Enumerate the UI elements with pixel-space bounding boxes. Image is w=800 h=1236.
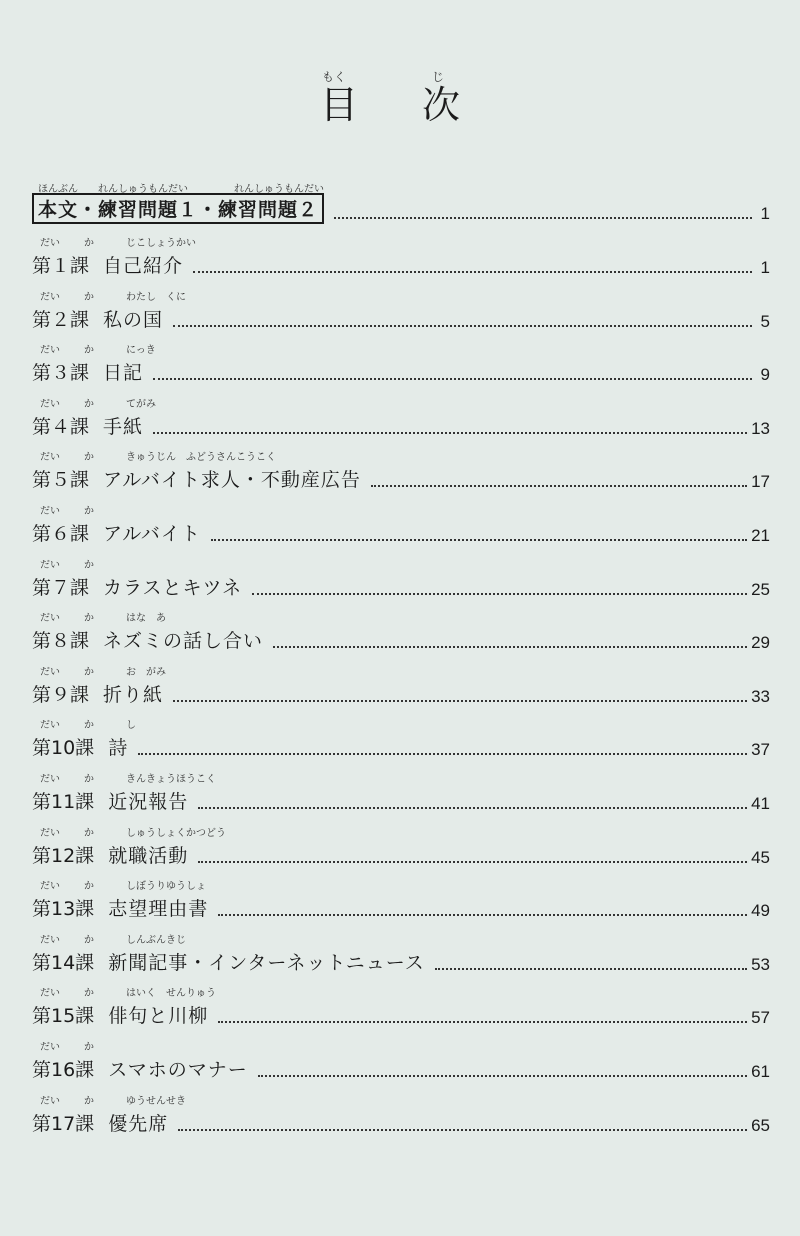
lesson-ruby-dai: だい	[40, 720, 60, 732]
lesson-number: 第17課	[32, 1112, 95, 1135]
toc-lesson-entry[interactable]	[32, 502, 770, 552]
lesson-number: 第15課	[32, 1005, 95, 1028]
page-number: 9	[760, 365, 770, 385]
dot-leader	[218, 1021, 747, 1023]
dot-leader	[334, 217, 752, 219]
lesson-number: 第10課	[32, 737, 95, 760]
ruby-line	[32, 502, 770, 516]
lesson-title: カラスとキツネ	[103, 576, 243, 599]
lesson-ruby-dai: だい	[40, 291, 60, 303]
lesson-title: 自己紹介	[103, 255, 184, 277]
ruby-line	[32, 609, 770, 623]
toc-lesson-entry[interactable]	[32, 395, 770, 445]
page-number: 13	[751, 418, 770, 438]
lesson-ruby-dai: だい	[40, 988, 60, 1000]
dot-leader	[153, 378, 752, 380]
page-number: 29	[751, 633, 770, 653]
toc-lesson-entry[interactable]	[32, 556, 770, 606]
lesson-ruby-dai: だい	[40, 613, 60, 625]
page-number: 1	[760, 204, 770, 223]
lesson-ruby-ka: か	[84, 238, 94, 249]
lesson-ruby-dai: だい	[40, 398, 60, 410]
page-number: 17	[751, 472, 770, 492]
title-ruby: きんきょうほうこく	[126, 774, 216, 785]
ruby-line	[32, 931, 770, 945]
page-number: 41	[751, 794, 770, 813]
lesson-title: 私の国	[103, 308, 164, 331]
title-ruby: じこしょうかい	[126, 238, 196, 249]
lesson-ruby-dai: だい	[40, 452, 60, 464]
ruby-line	[32, 1038, 770, 1052]
lesson-title: 手紙	[103, 415, 144, 438]
page-number: 49	[751, 901, 770, 921]
dot-leader	[218, 914, 747, 916]
lesson-number: 第８課	[32, 630, 90, 653]
lesson-title: 折り紙	[103, 683, 164, 706]
lesson-ruby-dai: だい	[40, 666, 60, 678]
ruby-line	[32, 877, 770, 891]
ruby-line	[32, 1092, 770, 1106]
lesson-title: 日記	[103, 362, 144, 385]
lesson-ruby-ka: か	[84, 345, 94, 357]
lesson-number: 第７課	[32, 576, 90, 599]
title-ruby: しんぶんきじ	[126, 934, 186, 946]
toc-lesson-entry[interactable]	[32, 288, 770, 338]
page-number: 33	[751, 686, 770, 706]
dot-leader	[273, 646, 747, 648]
dot-leader	[252, 593, 747, 595]
lesson-number: 第５課	[32, 469, 90, 492]
toc-lesson-entry[interactable]	[32, 770, 770, 820]
lesson-title: アルバイト	[103, 523, 201, 545]
ruby-line	[32, 824, 770, 838]
lesson-ruby-ka: か	[84, 559, 94, 571]
toc-header-entry[interactable]	[32, 180, 770, 230]
dot-leader	[138, 753, 747, 755]
ruby-line	[32, 448, 770, 462]
lesson-number: 第13課	[32, 898, 95, 921]
lesson-number: 第２課	[32, 308, 90, 331]
ruby-line	[32, 770, 770, 784]
dot-leader	[173, 700, 747, 702]
toc-lesson-entry[interactable]	[32, 1038, 770, 1088]
lesson-title: アルバイト求人・不動産広告	[103, 469, 361, 492]
lesson-title: 俳句と川柳	[108, 1005, 209, 1028]
toc-lesson-entry[interactable]	[32, 663, 770, 713]
dot-leader	[193, 271, 752, 273]
lesson-title: 志望理由書	[108, 898, 209, 921]
lesson-title: 優先席	[108, 1112, 169, 1135]
header-ruby	[32, 180, 770, 194]
lesson-title: 就職活動	[108, 844, 189, 867]
lesson-ruby-ka: か	[84, 452, 94, 464]
title-ruby: ゆうせんせき	[126, 1095, 186, 1107]
dot-leader	[198, 861, 747, 863]
page-number: 61	[751, 1062, 770, 1081]
header-ruby-1: ほんぶん	[38, 184, 78, 195]
lesson-ruby-ka: か	[84, 613, 94, 625]
lesson-ruby-dai: だい	[40, 238, 60, 249]
lesson-title: 新聞記事・インターネットニュース	[108, 951, 425, 974]
lesson-ruby-ka: か	[84, 988, 94, 1000]
page-number: 37	[751, 740, 770, 760]
lesson-ruby-ka: か	[84, 827, 94, 839]
lesson-ruby-dai: だい	[40, 506, 60, 517]
title-char-2: 次	[422, 83, 461, 127]
dot-leader	[371, 485, 747, 487]
ruby-line	[32, 288, 770, 302]
lesson-ruby-dai: だい	[40, 881, 60, 893]
dot-leader	[153, 432, 747, 434]
lesson-number: 第11課	[32, 791, 95, 813]
lesson-ruby-ka: か	[84, 1095, 94, 1107]
lesson-ruby-ka: か	[84, 398, 94, 410]
lesson-number: 第１課	[32, 255, 90, 277]
lesson-ruby-ka: か	[84, 720, 94, 732]
ruby-line	[32, 716, 770, 730]
page-number: 21	[751, 526, 770, 545]
lesson-number: 第12課	[32, 844, 95, 867]
title-ruby: にっき	[126, 345, 156, 357]
toc-lesson-entry[interactable]	[32, 448, 770, 498]
page-title	[300, 68, 500, 128]
dot-leader	[198, 807, 747, 809]
lesson-ruby-dai: だい	[40, 774, 60, 785]
lesson-ruby-dai: だい	[40, 559, 60, 571]
lesson-ruby-dai: だい	[40, 934, 60, 946]
toc-lesson-entry[interactable]	[32, 984, 770, 1034]
lesson-ruby-ka: か	[84, 881, 94, 893]
lesson-ruby-ka: か	[84, 1042, 94, 1053]
dot-leader	[435, 968, 747, 970]
toc-lesson-entry[interactable]	[32, 609, 770, 659]
lesson-number: 第６課	[32, 523, 90, 545]
title-ruby: はいく せんりゅう	[126, 988, 216, 1000]
title-ruby: はな あ	[126, 613, 166, 625]
title-ruby: し	[126, 720, 136, 732]
toc-lesson-entry[interactable]	[32, 341, 770, 391]
toc-lesson-entry[interactable]	[32, 234, 770, 284]
page-number: 65	[751, 1115, 770, 1135]
ruby-line	[32, 395, 770, 409]
toc-lesson-entry[interactable]	[32, 824, 770, 874]
dot-leader	[258, 1075, 747, 1077]
lesson-ruby-ka: か	[84, 774, 94, 785]
ruby-line	[32, 984, 770, 998]
title-ruby: しゅうしょくかつどう	[126, 827, 226, 839]
lesson-title: スマホのマナー	[108, 1059, 248, 1081]
page-number: 57	[751, 1008, 770, 1028]
title-ruby: しぼうりゆうしょ	[126, 881, 206, 893]
lesson-ruby-ka: か	[84, 291, 94, 303]
lesson-ruby-dai: だい	[40, 345, 60, 357]
title-ruby-2: じ	[432, 70, 445, 84]
page-number: 5	[760, 311, 770, 331]
ruby-line	[32, 234, 770, 248]
page-number: 53	[751, 954, 770, 974]
title-ruby-1: もく	[322, 70, 347, 84]
lesson-ruby-ka: か	[84, 934, 94, 946]
toc-lesson-entry[interactable]	[32, 716, 770, 766]
header-ruby-3: れんしゅうもんだい	[234, 184, 324, 195]
dot-leader	[173, 325, 752, 327]
header-title: 本文・練習問題１・練習問題２	[32, 193, 324, 224]
lesson-ruby-dai: だい	[40, 1042, 60, 1053]
lesson-number: 第16課	[32, 1059, 95, 1081]
lesson-ruby-dai: だい	[40, 827, 60, 839]
ruby-line	[32, 341, 770, 355]
lesson-title: 詩	[108, 737, 129, 760]
ruby-line	[32, 663, 770, 677]
lesson-ruby-dai: だい	[40, 1095, 60, 1107]
lesson-ruby-ka: か	[84, 666, 94, 678]
lesson-title: 近況報告	[108, 791, 189, 813]
page-number: 45	[751, 847, 770, 867]
header-ruby-2: れんしゅうもんだい	[98, 184, 188, 195]
page-number: 1	[760, 258, 770, 277]
toc-lesson-entry[interactable]	[32, 931, 770, 981]
page-number: 25	[751, 579, 770, 599]
lesson-ruby-ka: か	[84, 506, 94, 517]
ruby-line	[32, 556, 770, 570]
toc-lesson-entry[interactable]	[32, 877, 770, 927]
title-ruby: わたし くに	[126, 291, 186, 303]
toc-lesson-entry[interactable]	[32, 1092, 770, 1142]
lesson-number: 第４課	[32, 415, 90, 438]
dot-leader	[178, 1129, 747, 1131]
lesson-number: 第９課	[32, 683, 90, 706]
lesson-number: 第３課	[32, 362, 90, 385]
title-ruby: きゅうじん ふどうさんこうこく	[126, 452, 276, 464]
dot-leader	[211, 539, 747, 541]
title-ruby: お がみ	[126, 666, 166, 678]
title-ruby: てがみ	[126, 398, 156, 410]
title-char-1: 目	[320, 83, 359, 127]
lesson-number: 第14課	[32, 951, 95, 974]
lesson-title: ネズミの話し合い	[103, 630, 264, 653]
